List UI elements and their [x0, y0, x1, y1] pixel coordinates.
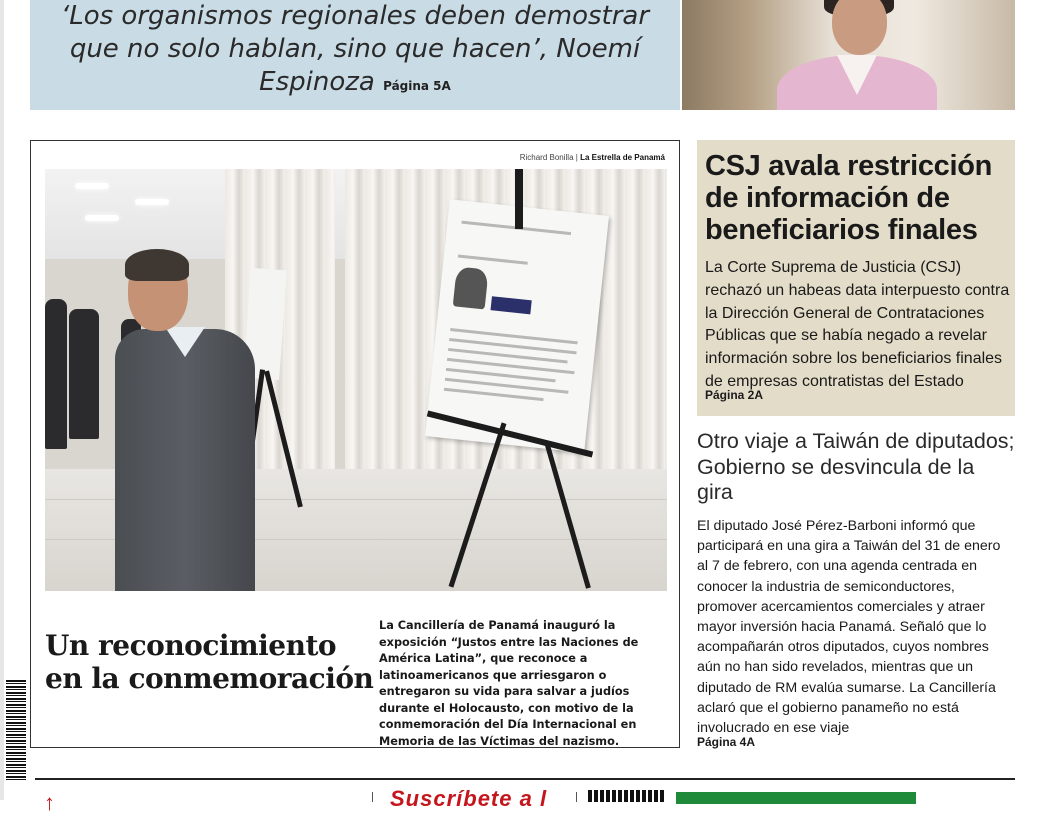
panel-name-block [491, 296, 532, 314]
feature-caption: La Cancillería de Panamá inauguró la exposición “Justos entre las Naciones de América Latina”, que reconoce a latinoamericanos que arriesgaron o entregaron su vida para salvar a judíos durante el Holocausto, con motivo de la conmemoración del Día Internacional en Memoria de las Víctimas del nazismo. [379, 619, 639, 748]
visitor-suit [115, 329, 255, 591]
photo-credit-outlet: La Estrella de Panamá [580, 153, 665, 162]
taiwan-headline[interactable]: Otro viaje a Taiwán de diputados; Gobierno se desvincula de la gira [697, 429, 1015, 504]
csj-story-box [697, 140, 1015, 416]
background-person [69, 309, 99, 439]
panel-portrait [453, 266, 489, 309]
easel-top [515, 169, 523, 229]
green-promo-band [676, 792, 916, 804]
exhibit-panel-samuel-del-campo [425, 199, 609, 452]
csj-body-text: La Corte Suprema de Justicia (CSJ) rechazó un habeas data interpuesto contra la Dirección General de Contrataciones Públicas que se había negado a revelar información sobre los beneficiarios finales de empresas contratistas del Estado [705, 259, 1010, 390]
csj-page-ref: Página 2A [705, 388, 764, 402]
taiwan-page-ref: Página 4A [697, 735, 756, 749]
quote-text: ‘Los organismos regionales deben demostrar que no solo hablan, sino que hacen’, Noemí Espinoza [60, 1, 650, 97]
taiwan-body-text: El diputado José Pérez-Barboni informó que participará en una gira a Taiwán del 31 de enero al 7 de febrero, con una agenda centrada en conocer la industria de semiconductores, promover acercamientos comerciales y atraer mayor inversión hacia Panamá. Señaló que lo acompañarán otros diputados, cuyos nombres aún no han sido revelados, mientras que un diputado de RM evalúa sumarse. La Cancillería aclaró que el gobierno panameño no está involucrado en ese viaje [697, 518, 1001, 737]
feature-headline[interactable]: Un reconocimiento en la conmemoración [45, 629, 374, 695]
background-person [45, 299, 67, 449]
bottom-red-mark: ↑ [44, 790, 55, 815]
bottom-rule [35, 778, 1015, 780]
exhibition-photo [45, 169, 667, 591]
ceiling-light [135, 199, 169, 205]
noemi-espinoza-photo [682, 0, 1015, 110]
bottom-divider [576, 792, 577, 802]
subscribe-banner[interactable]: Suscríbete a l [390, 786, 548, 811]
bottom-divider [372, 792, 373, 802]
quote-page-ref: Página 5A [383, 79, 451, 93]
visitor-hair [125, 249, 189, 281]
qr-code[interactable] [588, 790, 664, 802]
top-quote-headline[interactable] [40, 0, 670, 103]
panel-heading-line [458, 254, 528, 264]
ceiling-light [85, 215, 119, 221]
photo-credit: Richard Bonilla | La Estrella de Panamá [519, 153, 665, 162]
panel-text-line [444, 388, 544, 401]
photo-credit-name: Richard Bonilla [519, 153, 574, 162]
feature-story-box [30, 140, 680, 748]
barcode [6, 680, 26, 780]
page-edge [0, 0, 4, 800]
csj-headline[interactable]: CSJ avala restricción de información de beneficiarios finales [705, 150, 993, 246]
ceiling-light [75, 183, 109, 189]
